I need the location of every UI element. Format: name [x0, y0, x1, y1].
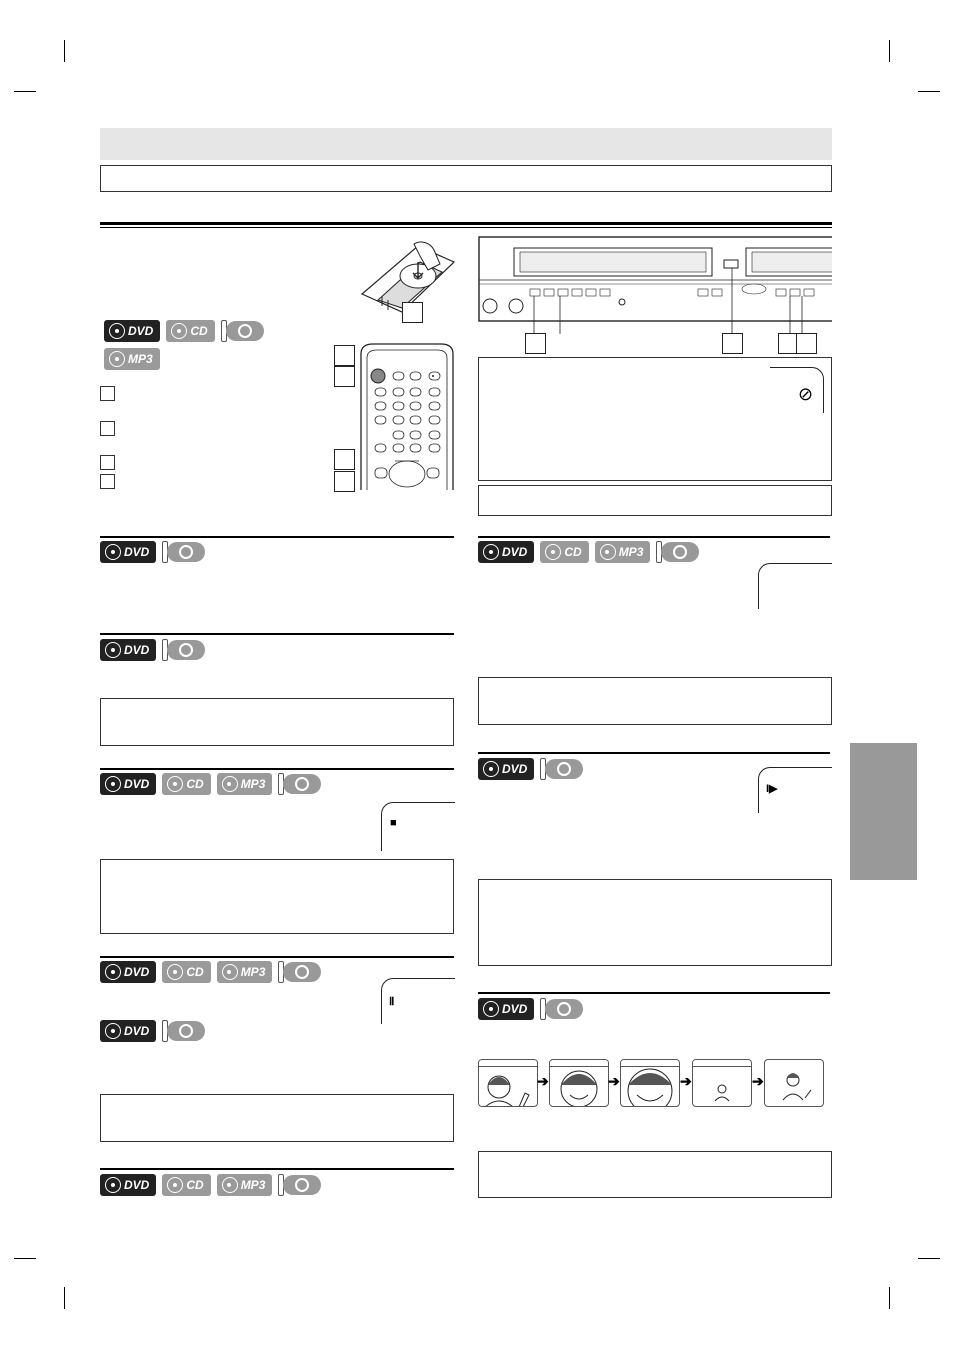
disc-icon — [105, 964, 121, 980]
callout-box — [402, 302, 423, 323]
prohibit-icon: ⊘ — [798, 384, 814, 404]
section-badges — [100, 1174, 321, 1196]
side-tab — [850, 743, 917, 880]
callout-box — [334, 449, 355, 470]
disc-icon — [167, 776, 183, 792]
mp3-badge: MP3 — [104, 348, 160, 370]
disc-icon — [222, 776, 238, 792]
note-box — [100, 1094, 454, 1142]
intro-badges-row2 — [104, 348, 160, 370]
section-rule — [100, 768, 454, 770]
vcd-icon — [162, 1020, 205, 1042]
disc-icon — [545, 544, 561, 560]
disc-icon — [167, 964, 183, 980]
cd-badge: CD — [166, 320, 214, 342]
note-box — [478, 879, 832, 966]
disc-icon — [105, 776, 121, 792]
arrow-icon: ➔ — [752, 1073, 764, 1089]
disc-icon — [483, 1001, 499, 1017]
section-badges — [478, 758, 583, 780]
stop-icon: ■ — [390, 817, 397, 829]
note-box — [478, 485, 832, 516]
crop-mark — [64, 1287, 65, 1309]
section-badges — [100, 1020, 205, 1042]
vcd-icon — [162, 541, 205, 563]
section-rule — [100, 633, 454, 635]
stop-osd — [381, 802, 455, 851]
cd-badge: CD — [540, 541, 588, 563]
section-rule — [100, 1168, 454, 1170]
disc-icon — [109, 351, 125, 367]
disc-icon — [483, 761, 499, 777]
mp3-badge: MP3 — [217, 961, 273, 983]
section-rule-thick — [100, 222, 832, 225]
vcd-icon — [278, 1174, 321, 1196]
dvd-badge: DVD — [100, 639, 156, 661]
dvd-badge: DVD — [478, 998, 534, 1020]
callout-box — [722, 333, 743, 354]
arrow-icon: ➔ — [680, 1073, 692, 1089]
crop-mark — [889, 40, 890, 62]
disc-icon — [483, 544, 499, 560]
disc-icon — [105, 544, 121, 560]
disc-icon — [105, 1023, 121, 1039]
dvd-badge: DVD — [100, 1174, 156, 1196]
step-forward-icon: I▶ — [766, 783, 778, 795]
vcd-icon — [221, 320, 264, 342]
note-box — [478, 1151, 832, 1198]
crop-mark — [918, 1258, 940, 1259]
callout-box — [334, 471, 355, 492]
cd-badge: CD — [162, 961, 210, 983]
section-rule — [100, 956, 454, 958]
dvd-badge: DVD — [100, 1020, 156, 1042]
crop-mark — [889, 1287, 890, 1309]
arrow-icon: ➔ — [537, 1073, 549, 1089]
vcd-icon — [540, 998, 583, 1020]
dvd-badge: DVD — [478, 541, 534, 563]
header-box — [100, 165, 832, 192]
front-panel-illustration — [478, 236, 832, 336]
vcd-icon — [162, 639, 205, 661]
section-badges — [100, 639, 205, 661]
section-rule — [478, 992, 830, 994]
mp3-badge: MP3 — [595, 541, 651, 563]
crop-mark — [14, 1258, 36, 1259]
callout-box — [334, 345, 355, 366]
note-box — [100, 698, 454, 746]
step-number-box — [100, 386, 115, 401]
section-badges — [100, 541, 205, 563]
disc-icon — [222, 964, 238, 980]
section-badges — [478, 998, 583, 1020]
arrow-icon: ➔ — [608, 1073, 620, 1089]
vcd-icon — [656, 541, 699, 563]
disc-icon — [167, 1177, 183, 1193]
cd-badge: CD — [162, 773, 210, 795]
disc-icon — [109, 323, 125, 339]
section-rule — [478, 536, 830, 538]
mp3-badge: MP3 — [217, 773, 273, 795]
prohibit-osd — [770, 367, 824, 413]
section-badges — [100, 961, 321, 983]
disc-icon — [105, 1177, 121, 1193]
step-osd — [758, 767, 832, 813]
remote-control-illustration — [355, 340, 459, 492]
disc-icon — [600, 544, 616, 560]
step-number-box — [100, 455, 115, 470]
callout-box — [796, 333, 817, 354]
disc-icon — [222, 1177, 238, 1193]
section-badges — [100, 773, 321, 795]
disc-icon — [171, 323, 187, 339]
dvd-badge: DVD — [100, 773, 156, 795]
section-rule — [100, 536, 454, 538]
dvd-badge: DVD — [100, 541, 156, 563]
section-rule — [478, 752, 830, 754]
step-number-box — [100, 421, 115, 436]
intro-badges — [104, 320, 264, 342]
step-number-box — [100, 474, 115, 489]
zoom-thumbnail — [692, 1059, 752, 1107]
zoom-thumbnail — [549, 1059, 609, 1107]
crop-mark — [14, 91, 36, 92]
dvd-badge: DVD — [104, 320, 160, 342]
header-band — [100, 128, 832, 160]
disc-icon — [105, 642, 121, 658]
zoom-thumbnail — [620, 1059, 680, 1107]
vcd-icon — [278, 773, 321, 795]
zoom-thumbnail — [764, 1059, 824, 1107]
dvd-badge: DVD — [478, 758, 534, 780]
pause-icon: Ⅱ — [389, 996, 395, 1008]
note-box — [478, 677, 832, 725]
section-rule-thin — [100, 227, 832, 228]
vcd-icon — [540, 758, 583, 780]
section-badges — [478, 541, 699, 563]
crop-mark — [918, 91, 940, 92]
callout-box — [525, 333, 546, 354]
cd-badge: CD — [162, 1174, 210, 1196]
note-box — [100, 859, 454, 934]
crop-mark — [64, 40, 65, 62]
vcd-icon — [278, 961, 321, 983]
callout-box — [334, 366, 355, 387]
dvd-badge: DVD — [100, 961, 156, 983]
pause-osd — [381, 978, 455, 1024]
zoom-thumbnail — [478, 1059, 538, 1107]
play-osd — [758, 563, 832, 609]
mp3-badge: MP3 — [217, 1174, 273, 1196]
